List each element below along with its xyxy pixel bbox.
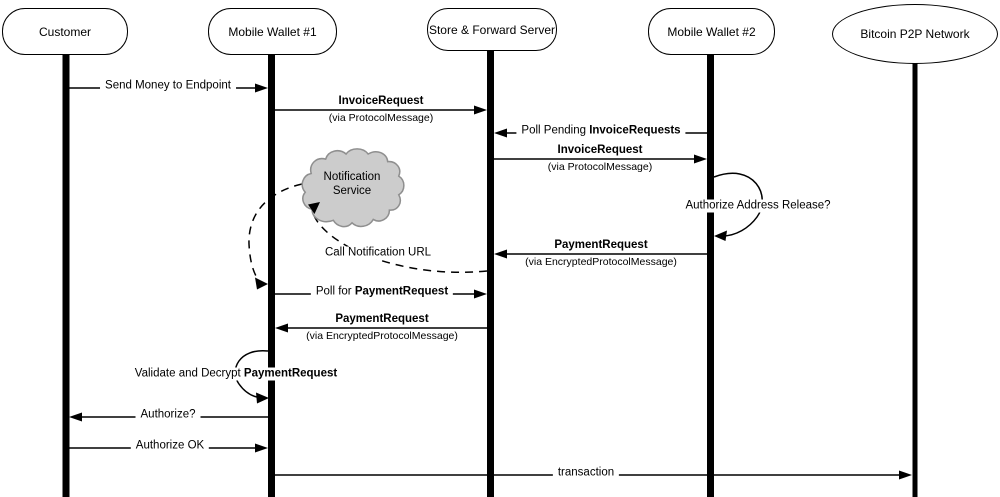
msg-label-payment-request-1: PaymentRequest bbox=[550, 239, 651, 252]
arrowhead-transaction bbox=[899, 471, 912, 480]
actor-bitcoin-p2p-network bbox=[832, 4, 998, 64]
lifeline-mobile-wallet-1 bbox=[268, 55, 275, 497]
actor-customer-label: Customer bbox=[38, 24, 91, 39]
actor-mobile-wallet-1-label: Mobile Wallet #1 bbox=[228, 24, 317, 39]
notification-cloud-line2: Service bbox=[332, 185, 372, 197]
msg-sublabel-invoice-request-1: (via ProtocolMessage) bbox=[325, 112, 437, 125]
notification-cloud-line1: Notification bbox=[323, 171, 381, 183]
lifeline-bitcoin-p2p bbox=[913, 63, 918, 497]
msg-sublabel-invoice-request-2: (via ProtocolMessage) bbox=[544, 161, 656, 174]
lifeline-store-forward-server bbox=[487, 51, 494, 497]
actor-store-forward-server bbox=[427, 8, 557, 51]
arrowhead-poll-pending bbox=[494, 129, 507, 138]
arrowhead-validate-decrypt bbox=[256, 393, 269, 404]
arrowhead-payment-request-2 bbox=[275, 324, 288, 333]
msg-label-authorize-q: Authorize? bbox=[136, 409, 201, 422]
notification-cloud-label bbox=[324, 170, 381, 198]
msg-label-send-money: Send Money to Endpoint bbox=[100, 80, 236, 93]
arrowhead-payment-request-1 bbox=[494, 250, 507, 259]
actor-customer bbox=[2, 8, 128, 55]
actor-mobile-wallet-1 bbox=[208, 8, 337, 55]
actor-store-forward-server-label: Store & Forward Server bbox=[428, 22, 556, 37]
msg-label-poll-pending: Poll Pending InvoiceRequests bbox=[516, 125, 685, 138]
msg-label-authorize-release: Authorize Address Release? bbox=[680, 200, 835, 213]
dashed-curve-cloud-to-wallet1 bbox=[249, 184, 302, 283]
msg-label-authorize-ok: Authorize OK bbox=[131, 440, 209, 453]
arrowhead-send-money bbox=[255, 84, 268, 93]
arrowhead-invoice-request-2 bbox=[694, 155, 707, 164]
lifeline-mobile-wallet-2 bbox=[707, 55, 714, 497]
msg-sublabel-payment-request-2: (via EncryptedProtocolMessage) bbox=[302, 330, 462, 343]
msg-label-transaction: transaction bbox=[553, 467, 619, 480]
arrowhead-invoice-request-1 bbox=[474, 106, 487, 115]
arrowhead-authorize-q bbox=[69, 413, 82, 422]
arrowhead-cloud-to-wallet1 bbox=[255, 278, 268, 290]
msg-label-invoice-request-1: InvoiceRequest bbox=[335, 95, 428, 108]
arrowhead-poll-payment bbox=[474, 290, 487, 299]
actor-mobile-wallet-2 bbox=[648, 8, 775, 55]
actor-mobile-wallet-2-label: Mobile Wallet #2 bbox=[667, 24, 756, 39]
msg-label-payment-request-2: PaymentRequest bbox=[331, 313, 432, 326]
msg-label-poll-payment: Poll for PaymentRequest bbox=[311, 286, 453, 299]
lifeline-customer bbox=[63, 55, 70, 497]
arrowhead-authorize-release bbox=[714, 231, 727, 242]
msg-label-call-notification: Call Notification URL bbox=[320, 247, 436, 260]
msg-label-invoice-request-2: InvoiceRequest bbox=[554, 144, 647, 157]
msg-label-validate-decrypt: Validate and Decrypt PaymentRequest bbox=[130, 368, 342, 381]
actor-bitcoin-p2p-network-label: Bitcoin P2P Network bbox=[860, 27, 970, 41]
arrowhead-authorize-ok bbox=[255, 444, 268, 453]
msg-sublabel-payment-request-1: (via EncryptedProtocolMessage) bbox=[521, 256, 681, 269]
